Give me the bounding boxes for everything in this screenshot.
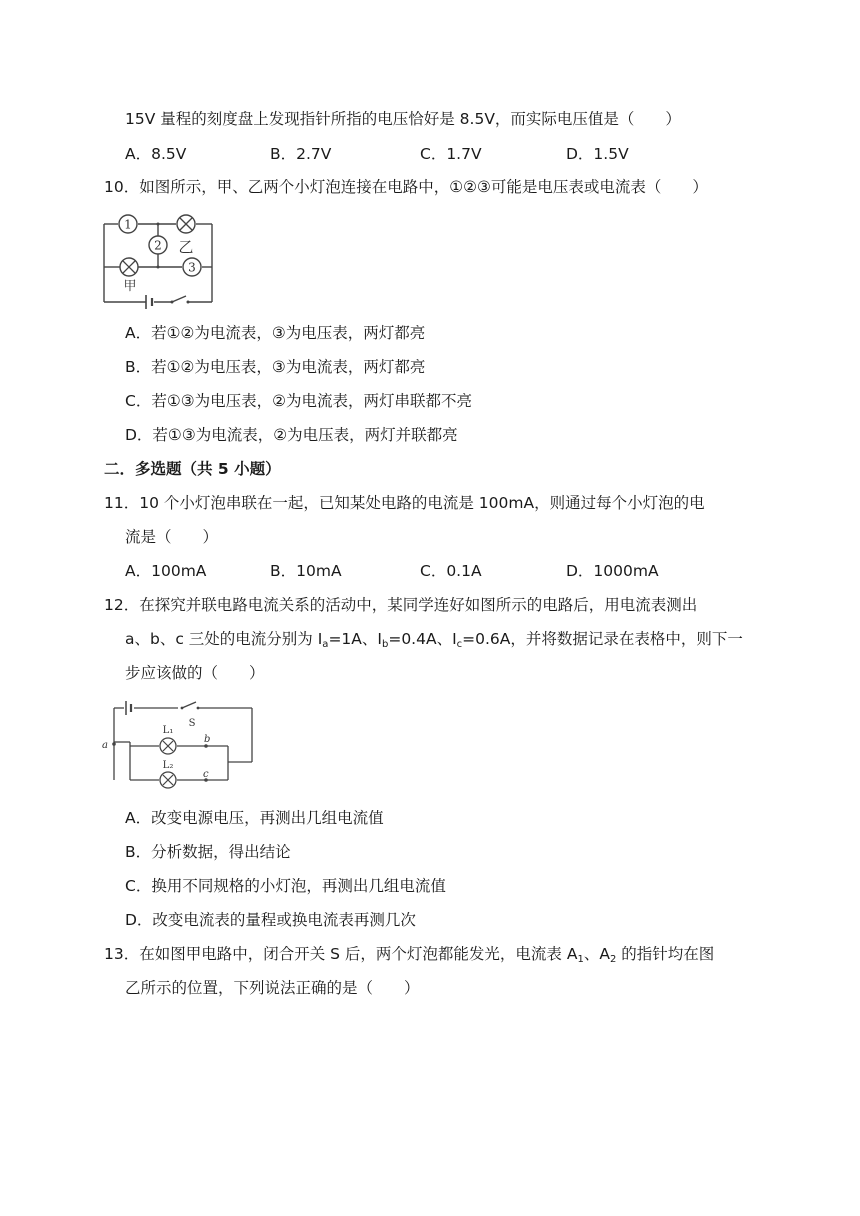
q10-stem: 10．如图所示，甲、乙两个小灯泡连接在电路中，①②③可能是电压表或电流表（ ）: [104, 178, 708, 196]
node-c-label: c: [203, 769, 209, 780]
node-b-label: b: [204, 734, 211, 745]
meter-1-symbol: [119, 215, 137, 233]
q9-option-b: B．2.7V: [270, 145, 332, 163]
lamp-l2-label: L₂: [162, 760, 174, 771]
lamp-yi-label: 乙: [178, 238, 194, 256]
svg-text:2: 2: [154, 238, 162, 253]
lamp-jia-symbol: [120, 258, 138, 276]
q10-option-b: B．若①②为电压表，③为电流表，两灯都亮: [125, 358, 426, 376]
q12-parallel-circuit-figure: [100, 700, 260, 795]
lamp-l1-symbol: [160, 738, 176, 754]
meter-3-symbol: [183, 258, 201, 276]
q12-option-a: A．改变电源电压，再测出几组电流值: [125, 809, 384, 827]
q9-continuation: 15V 量程的刻度盘上发现指针所指的电压恰好是 8.5V，而实际电压值是（ ）: [125, 110, 681, 128]
q13-stem-line1: 13．在如图甲电路中，闭合开关 S 后，两个灯泡都能发光，电流表 $A_1$、$A_2$ 的指针均在图: [104, 945, 715, 965]
meter-2-symbol: [149, 236, 167, 254]
q11-option-a: A．100mA: [125, 562, 207, 580]
q9-option-a: A．8.5V: [125, 145, 187, 163]
section-heading-multiple-choice: 二．多选题（共 5 小题）: [104, 460, 281, 478]
q11-stem-line1: 11．10 个小灯泡串联在一起，已知某处电路的电流是 100mA，则通过每个小灯泡的电: [104, 494, 705, 512]
q12-option-b: B．分析数据，得出结论: [125, 843, 291, 861]
lamp-yi-symbol: [177, 215, 195, 233]
q9-option-c: C．1.7V: [420, 145, 482, 163]
q11-option-c: C．0.1A: [420, 562, 482, 580]
q12-stem-line2: a、b、c 三处的电流分别为 $I_a=1A$、$I_b=0.4A$、$I_c=0.6A$，并将数据记录在表格中，则下一: [125, 630, 743, 650]
q11-stem-line2: 流是（ ）: [125, 528, 219, 546]
q9-option-d: D．1.5V: [566, 145, 629, 163]
q10-option-c: C．若①③为电压表，②为电流表，两灯串联都不亮: [125, 392, 473, 410]
q12-stem-line3: 步应该做的（ ）: [125, 664, 265, 682]
q12-stem-line1: 12．在探究并联电路电流关系的活动中，某同学连好如图所示的电路后，用电流表测出: [104, 596, 698, 614]
lamp-l1-label: L₁: [162, 725, 174, 736]
q10-circuit-figure: [100, 210, 220, 310]
q10-option-a: A．若①②为电流表，③为电压表，两灯都亮: [125, 324, 426, 342]
q11-option-b: B．10mA: [270, 562, 342, 580]
q10-option-d: D．若①③为电流表，②为电压表，两灯并联都亮: [125, 426, 458, 444]
q13-stem-line2: 乙所示的位置，下列说法正确的是（ ）: [125, 979, 420, 997]
lamp-l2-symbol: [160, 772, 176, 788]
q11-option-d: D．1000mA: [566, 562, 659, 580]
switch-label: S: [188, 718, 196, 729]
q12-option-d: D．改变电流表的量程或换电流表再测几次: [125, 911, 416, 929]
q12-option-c: C．换用不同规格的小灯泡，再测出几组电流值: [125, 877, 446, 895]
node-a-label: a: [102, 740, 108, 751]
lamp-jia-label: 甲: [123, 279, 137, 294]
svg-text:1: 1: [124, 217, 132, 232]
svg-text:3: 3: [188, 260, 196, 275]
